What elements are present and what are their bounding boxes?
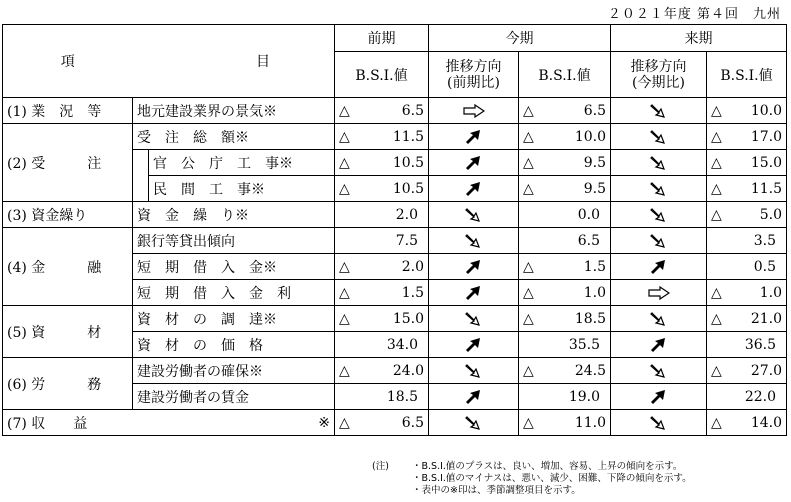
curr-period-header: 今期	[429, 25, 611, 52]
arrow-down-right-outline-icon	[465, 233, 483, 249]
prev-bsi-header: B.S.I.値	[335, 52, 429, 98]
next-value-cell: 0.5	[707, 254, 787, 280]
trend-prev-cell	[429, 228, 519, 254]
notes-label: (注)	[372, 461, 389, 472]
trend-prev-cell	[429, 254, 519, 280]
row-label: 短 期 借 入 金※	[133, 254, 335, 280]
trend-prev-header: 推移方向 (前期比)	[429, 52, 519, 98]
trend-prev-cell	[429, 358, 519, 384]
prev-value-cell: △ 10.5	[335, 150, 429, 176]
footnotes	[372, 461, 692, 497]
arrow-up-right-filled-icon	[465, 129, 483, 145]
trend-curr-cell	[611, 332, 707, 358]
table-row	[3, 202, 787, 228]
row-label: 資 金 繰 り※	[133, 202, 335, 228]
arrow-up-right-filled-icon	[465, 259, 483, 275]
curr-value-cell: 19.0	[519, 384, 611, 410]
next-value-cell: △ 17.0	[707, 124, 787, 150]
arrow-down-right-outline-icon	[650, 129, 668, 145]
trend-curr-cell	[611, 124, 707, 150]
group-label: (7) 収 益	[3, 410, 133, 436]
row-label: 資 材 の 調 達※	[133, 306, 335, 332]
group-label: (6) 労 務	[3, 358, 133, 410]
group-label: (4) 金 融	[3, 228, 133, 306]
prev-value-cell: △ 6.5	[335, 410, 429, 436]
trend-curr-cell	[611, 306, 707, 332]
curr-value-cell: △ 18.5	[519, 306, 611, 332]
row-label: 民 間 工 事※	[149, 176, 335, 202]
prev-value-cell: 18.5	[335, 384, 429, 410]
bsi-table	[2, 24, 787, 436]
table-row	[3, 98, 787, 124]
item-header-cell: 項	[3, 25, 133, 98]
arrow-down-right-outline-icon	[465, 311, 483, 327]
arrow-down-right-outline-icon	[465, 415, 483, 431]
arrow-down-right-outline-icon	[650, 207, 668, 223]
row-label: 地元建設業界の景気※	[133, 98, 335, 124]
trend-curr-cell	[611, 410, 707, 436]
trend-curr-cell	[611, 98, 707, 124]
trend-curr-cell	[611, 384, 707, 410]
table-row	[3, 124, 787, 150]
arrow-up-right-filled-icon	[650, 337, 668, 353]
note-1: ・B.S.I.値のプラスは、良い、増加、容易、上昇の傾向を示す。	[412, 461, 683, 472]
arrow-up-right-filled-icon	[465, 389, 483, 405]
group-label: (5) 資 材	[3, 306, 133, 358]
table-row	[3, 410, 787, 436]
next-value-cell: 22.0	[707, 384, 787, 410]
prev-value-cell: △ 1.5	[335, 280, 429, 306]
next-value-cell: △ 11.5	[707, 176, 787, 202]
trend-curr-cell	[611, 176, 707, 202]
arrow-down-right-outline-icon	[650, 103, 668, 119]
trend-curr-cell	[611, 254, 707, 280]
indent-cell	[133, 176, 149, 202]
prev-value-cell: 2.0	[335, 202, 429, 228]
curr-value-cell: △ 1.5	[519, 254, 611, 280]
table-row	[3, 358, 787, 384]
curr-value-cell: 6.5	[519, 228, 611, 254]
prev-period-header: 前期	[335, 25, 429, 52]
note-2: ・B.S.I.値のマイナスは、悪い、減少、困難、下降の傾向を示す。	[412, 473, 692, 484]
row-label: 短 期 借 入 金 利	[133, 280, 335, 306]
trend-prev-cell	[429, 410, 519, 436]
trend-prev-cell	[429, 306, 519, 332]
arrow-down-right-outline-icon	[650, 363, 668, 379]
next-value-cell: △ 10.0	[707, 98, 787, 124]
trend-curr-cell	[611, 150, 707, 176]
item-header-cell-2: 目	[133, 25, 335, 98]
arrow-down-right-outline-icon	[650, 155, 668, 171]
row-label: 官 公 庁 工 事※	[149, 150, 335, 176]
curr-value-cell: △ 10.0	[519, 124, 611, 150]
arrow-up-right-filled-icon	[465, 181, 483, 197]
curr-value-cell: △ 9.5	[519, 150, 611, 176]
next-value-cell: △ 21.0	[707, 306, 787, 332]
group-label: (3) 資金繰り	[3, 202, 133, 228]
curr-value-cell: △ 11.0	[519, 410, 611, 436]
curr-value-cell: △ 9.5	[519, 176, 611, 202]
next-value-cell: 36.5	[707, 332, 787, 358]
trend-prev-cell	[429, 98, 519, 124]
arrow-up-right-filled-icon	[650, 389, 668, 405]
table-row	[3, 228, 787, 254]
next-value-cell: △ 15.0	[707, 150, 787, 176]
row-label: ※	[133, 410, 335, 436]
arrow-down-right-outline-icon	[465, 363, 483, 379]
next-value-cell: △ 14.0	[707, 410, 787, 436]
trend-prev-cell	[429, 150, 519, 176]
curr-value-cell: 35.5	[519, 332, 611, 358]
curr-value-cell: △ 24.5	[519, 358, 611, 384]
row-label: 銀行等貸出傾向	[133, 228, 335, 254]
arrow-down-right-outline-icon	[465, 207, 483, 223]
curr-value-cell: 0.0	[519, 202, 611, 228]
next-bsi-header: B.S.I.値	[707, 52, 787, 98]
row-label: 資 材 の 価 格	[133, 332, 335, 358]
row-label: 建設労働者の確保※	[133, 358, 335, 384]
trend-curr-header: 推移方向 (今期比)	[611, 52, 707, 98]
row-label: 建設労働者の賃金	[133, 384, 335, 410]
next-value-cell: △ 27.0	[707, 358, 787, 384]
note-3: ・表中の※印は、季節調整項目を示す。	[412, 485, 581, 496]
next-value-cell: △ 1.0	[707, 280, 787, 306]
prev-value-cell: 34.0	[335, 332, 429, 358]
trend-prev-cell	[429, 176, 519, 202]
table-row	[3, 306, 787, 332]
arrow-right-outline-icon	[648, 286, 670, 300]
trend-curr-cell	[611, 358, 707, 384]
arrow-up-right-filled-icon	[465, 155, 483, 171]
arrow-down-right-outline-icon	[650, 233, 668, 249]
next-value-cell: 3.5	[707, 228, 787, 254]
trend-curr-cell	[611, 202, 707, 228]
trend-prev-cell	[429, 332, 519, 358]
next-value-cell: △ 5.0	[707, 202, 787, 228]
prev-value-cell: △ 11.5	[335, 124, 429, 150]
arrow-right-outline-icon	[463, 104, 485, 118]
prev-value-cell: △ 10.5	[335, 176, 429, 202]
curr-value-cell: △ 1.0	[519, 280, 611, 306]
prev-value-cell: 7.5	[335, 228, 429, 254]
trend-prev-cell	[429, 280, 519, 306]
prev-value-cell: △ 24.0	[335, 358, 429, 384]
prev-value-cell: △ 6.5	[335, 98, 429, 124]
arrow-down-right-outline-icon	[650, 415, 668, 431]
curr-bsi-header: B.S.I.値	[519, 52, 611, 98]
arrow-up-right-filled-icon	[465, 337, 483, 353]
curr-value-cell: △ 6.5	[519, 98, 611, 124]
row-label: 受 注 総 額※	[133, 124, 335, 150]
report-header: ２０２１年度 第４回 九州	[607, 7, 781, 22]
group-label: (1) 業 況 等	[3, 98, 133, 124]
arrow-up-right-filled-icon	[650, 259, 668, 275]
indent-cell	[133, 150, 149, 176]
prev-value-cell: △ 15.0	[335, 306, 429, 332]
trend-prev-cell	[429, 124, 519, 150]
trend-curr-cell	[611, 280, 707, 306]
trend-curr-cell	[611, 228, 707, 254]
next-period-header: 来期	[611, 25, 787, 52]
trend-prev-cell	[429, 202, 519, 228]
arrow-down-right-outline-icon	[650, 311, 668, 327]
group-label: (2) 受 注	[3, 124, 133, 202]
arrow-down-right-outline-icon	[650, 181, 668, 197]
prev-value-cell: △ 2.0	[335, 254, 429, 280]
trend-prev-cell	[429, 384, 519, 410]
arrow-up-right-filled-icon	[465, 285, 483, 301]
